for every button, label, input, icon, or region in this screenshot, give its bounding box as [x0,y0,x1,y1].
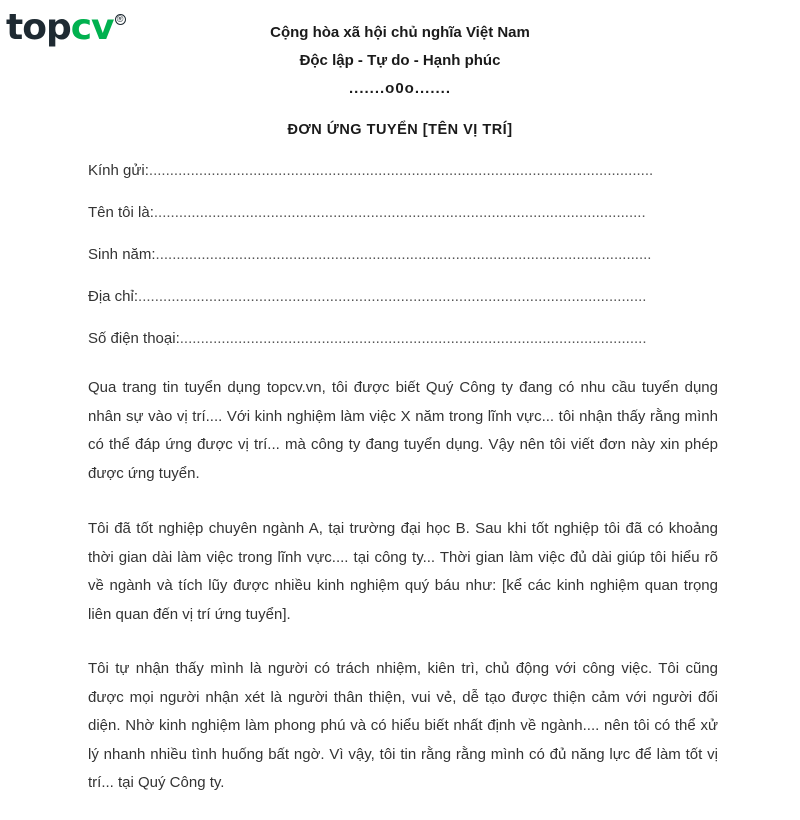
fill-line: ...................................................................................................................... [153,204,646,221]
fill-line: .......................................................................................................................... [138,288,647,305]
field-label: Sinh năm: [88,246,156,263]
national-motto: Độc lập - Tự do - Hạnh phúc [299,52,501,69]
field-address [88,288,646,305]
logo-wordmark: topcv [6,7,114,48]
field-label: Địa chỉ: [88,288,139,305]
fill-line: ....................................................................................................................... [155,246,652,263]
registered-mark-icon: ® [115,14,126,25]
paragraph-intro: Qua trang tin tuyển dụng topcv.vn, tôi được biết Quý Công ty đang có nhu cầu tuyển dụng nhân sự vào vị trí.... Với kinh nghiệm làm việc X năm trong lĩnh vực... tôi nhận thấy rằng mình có thể đáp ứng được vị trí... mà công ty đang tuyển dụng. Vậy nên tôi viết đơn này xin phép được ứng tuyển. [88,379,718,482]
field-name [88,204,646,221]
header-ornament: .......o0o....... [348,80,451,97]
field-phone [88,330,647,347]
document-title: ĐƠN ỨNG TUYỂN [TÊN VỊ TRÍ] [287,122,513,138]
field-label: Tên tôi là: [88,204,154,221]
field-label: Kính gửi: [88,162,149,179]
paragraph-qualities: Tôi tự nhận thấy mình là người có trách nhiệm, kiên trì, chủ động với công việc. Tôi cũng được mọi người nhận xét là người thân thiện, vui vẻ, dễ tạo được thiện cảm với người đối diện. Nhờ kinh nghiệm làm phong phú và có hiểu biết nhất định về ngành.... nên tôi có thể xử lý nhanh nhiều tình huống bất ngờ. Vì vậy, tôi tin rằng rằng mình có đủ năng lực để làm tốt vị trí... tại Quý Công ty. [88,660,718,791]
field-label: Số điện thoại: [88,330,180,347]
fill-line: ................................................................................................................ [179,330,647,347]
field-recipient [88,162,653,179]
fill-line: ......................................................................................................................... [148,162,654,179]
national-title: Cộng hòa xã hội chủ nghĩa Việt Nam [270,24,530,41]
paragraph-education: Tôi đã tốt nghiệp chuyên ngành A, tại trường đại học B. Sau khi tốt nghiệp tôi đã có khoảng thời gian dài làm việc trong lĩnh vực.... tại công ty... Thời gian làm việc đủ dài giúp tôi hiểu rõ về ngành và tích lũy được nhiều kinh nghiệm quý báu như: [kể các kinh nghiệm quan trọng liên quan đến vị trí ứng tuyển]. [88,520,718,623]
field-birth-year [88,246,651,263]
